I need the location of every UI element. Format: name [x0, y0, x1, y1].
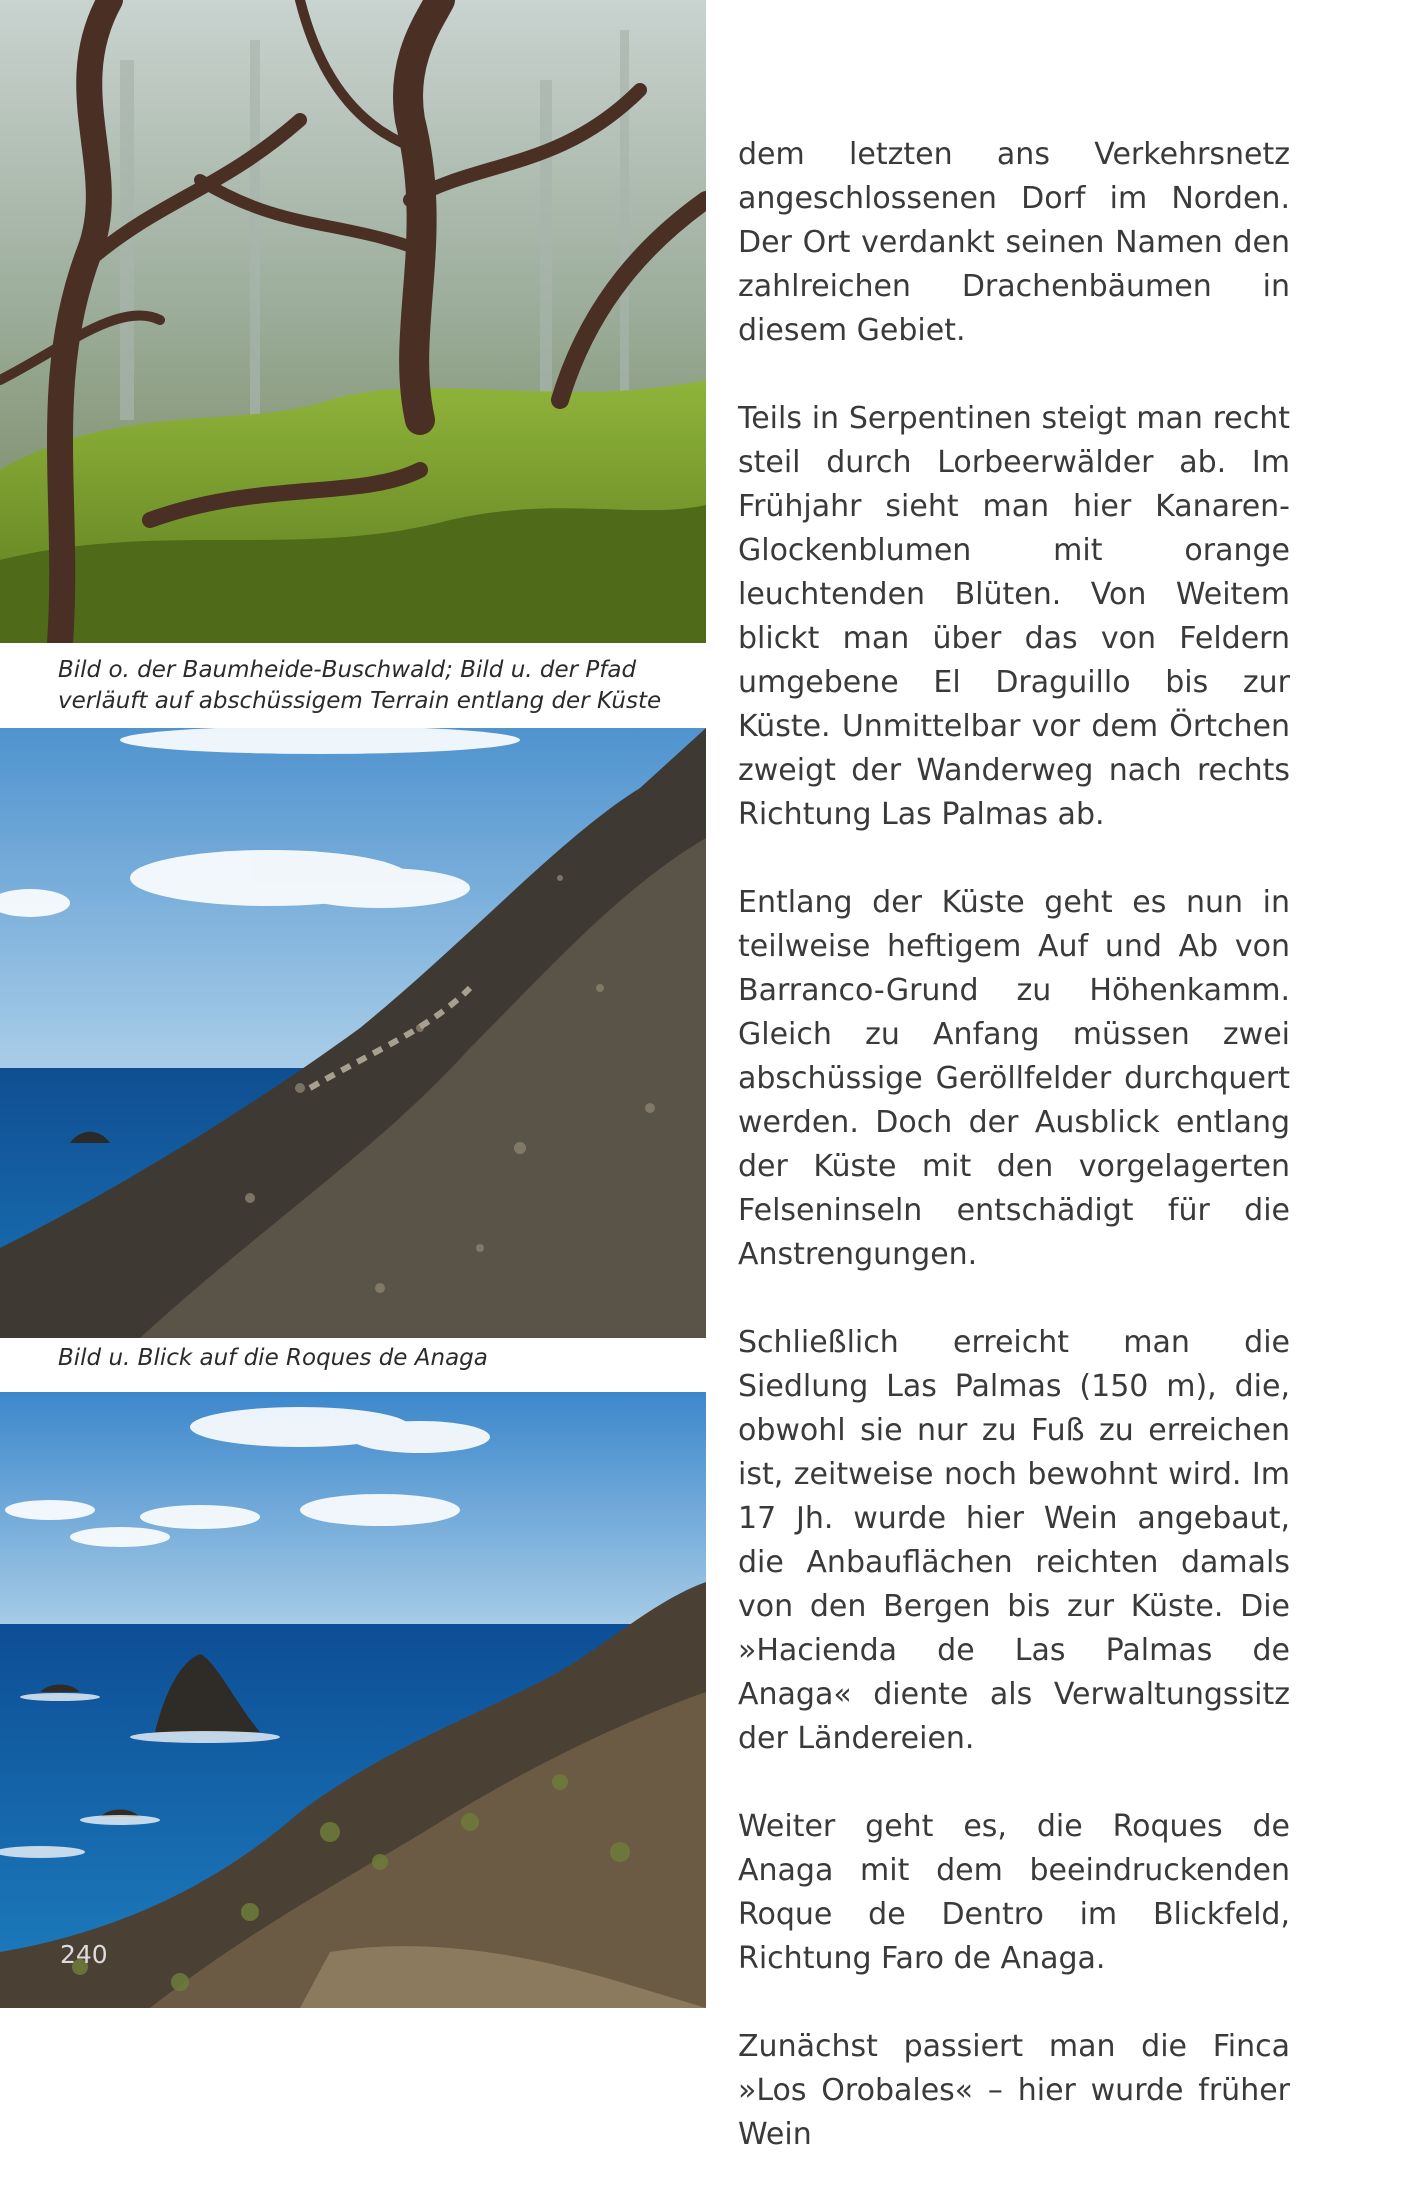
- page-number: 240: [60, 1940, 108, 1969]
- forest-photo: [0, 0, 706, 643]
- coast-slope-photo: [0, 728, 706, 1338]
- paragraph-4: Schließlich erreicht man die Siedlung Las Palmas (150 m), die, obwohl sie nur zu Fuß zu erreichen ist, zeitweise noch bewohnt wird. Im 17 Jh. wurde hier Wein angebaut, die Anbauflächen reichten damals von den Bergen bis zur Küste. Die »Hacienda de Las Palmas de Anaga« diente als Verwaltungssitz der Ländereien.: [738, 1325, 1290, 1756]
- paragraph-3: Entlang der Küste geht es nun in teilweise heftigem Auf und Ab von Barranco-Grund zu Höhenkamm. Gleich zu Anfang müssen zwei abschüssige Geröllfelder durchquert werden. Doch der Ausblick entlang der Küste mit den vorgelagerten Felseninseln entschädigt für die Anstrengungen.: [738, 885, 1290, 1272]
- paragraph-2: Teils in Serpentinen steigt man recht steil durch Lorbeerwälder ab. Im Frühjahr sieht man hier Kanaren-Glockenblumen mit orange leuchtenden Blüten. Von Weitem blickt man über das von Feldern umgebene El Draguillo bis zur Küste. Unmittelbar vor dem Örtchen zweigt der Wanderweg nach rechts Richtung Las Palmas ab.: [738, 401, 1290, 832]
- roques-de-anaga-photo: [0, 1392, 706, 2008]
- paragraph-5: Weiter geht es, die Roques de Anaga mit dem beeindruckenden Roque de Dentro im Blickfeld, Richtung Faro de Anaga.: [738, 1809, 1290, 1976]
- paragraph-1: dem letzten ans Verkehrsnetz angeschlossenen Dorf im Norden. Der Ort verdankt seinen Namen den zahlreichen Drachenbäumen in diesem Gebiet.: [738, 137, 1290, 348]
- paragraph-6: Zunächst passiert man die Finca »Los Orobales« – hier wurde früher Wein: [738, 2029, 1290, 2152]
- photo-caption-middle: Bild u. Blick auf die Roques de Anaga: [58, 1345, 488, 1371]
- article-body: [738, 133, 1290, 2201]
- coast-slope-photo-art: [0, 728, 706, 1338]
- forest-photo-art: [0, 0, 706, 643]
- roques-de-anaga-photo-art: [0, 1392, 706, 2008]
- photo-caption-top: Bild o. der Baumheide-Buschwald; Bild u. der Pfad verläuft auf abschüssigem Terrain entlang der Küste: [58, 657, 662, 714]
